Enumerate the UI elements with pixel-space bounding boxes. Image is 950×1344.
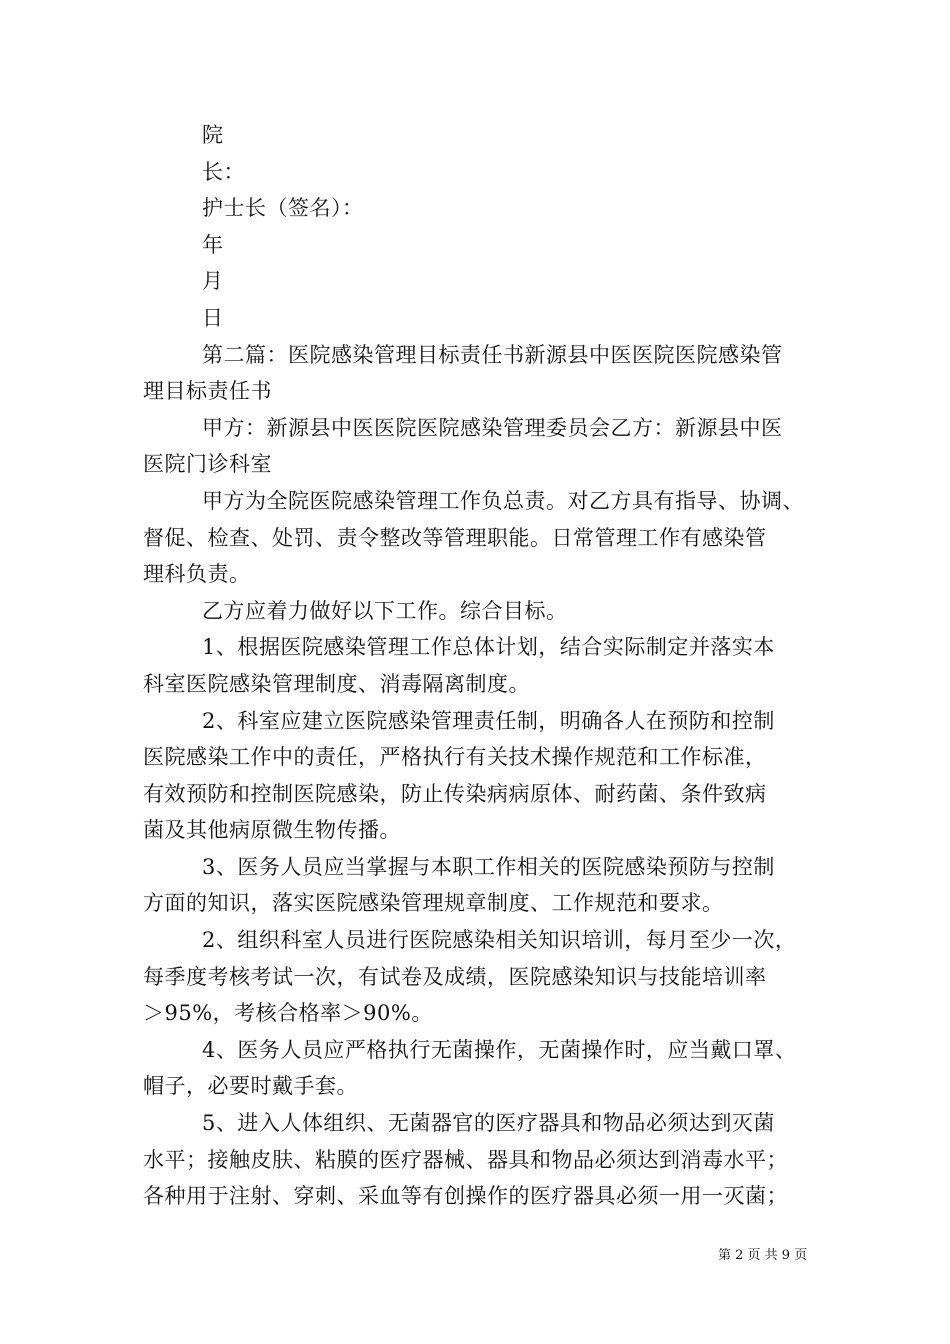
item-1-paragraph (143, 629, 811, 702)
paragraph-line: 理科负责。 (143, 562, 251, 587)
item-3-paragraph (143, 849, 811, 922)
paragraph-line: 5、进入人体组织、无菌器官的医疗器具和物品必须达到灭菌 (202, 1111, 775, 1136)
signature-line: 护士长（签名）： (202, 196, 364, 221)
paragraph-line: 方面的知识，落实医院感染管理规章制度、工作规范和要求。 (143, 891, 724, 916)
paragraph-line: ＞95%，考核合格率＞90%。 (143, 1001, 433, 1026)
paragraph-line: 督促、检查、处罚、责令整改等管理职能。日常管理工作有感染管 (143, 525, 767, 550)
parties-line: 甲方：新源县中医医院医院感染管理委员会乙方：新源县中医 (202, 415, 783, 440)
paragraph-line: 2、科室应建立医院感染管理责任制，明确各人在预防和控制 (202, 708, 775, 733)
paragraph-line: 科室医院感染管理制度、消毒隔离制度。 (143, 671, 530, 696)
item-2a-paragraph (143, 703, 811, 849)
paragraph-line: 1、根据医院感染管理工作总体计划，结合实际制定并落实本 (202, 635, 775, 660)
signature-line: 年 (202, 232, 224, 257)
paragraph-line: 每季度考核考试一次，有试卷及成绩，医院感染知识与技能培训率 (143, 964, 767, 989)
paragraph-line: 2、组织科室人员进行医院感染相关知识培训，每月至少一次， (202, 928, 797, 953)
parties-paragraph (143, 410, 811, 483)
document-body (143, 117, 811, 1215)
paragraph-line: 乙方应着力做好以下工作。综合目标。 (202, 598, 568, 623)
paragraph-line: 帽子，必要时戴手套。 (143, 1074, 358, 1099)
section-title-line: 第二篇：医院感染管理目标责任书新源县中医医院医院感染管 (202, 342, 783, 367)
paragraph-line: 3、医务人员应当掌握与本职工作相关的医院感染预防与控制 (202, 854, 775, 879)
paragraph-line: 菌及其他病原微生物传播。 (143, 818, 401, 843)
paragraph-line: 有效预防和控制医院感染，防止传染病病原体、耐药菌、条件致病 (143, 781, 767, 806)
paragraph-line: 4、医务人员应严格执行无菌操作，无菌操作时，应当戴口罩、 (202, 1037, 797, 1062)
duty-paragraph (143, 483, 811, 593)
item-4-paragraph (143, 1032, 811, 1105)
paragraph-line: 医院感染工作中的责任，严格执行有关技术操作规范和工作标准， (143, 745, 767, 770)
signature-line: 日 (202, 305, 224, 330)
parties-line: 医院门诊科室 (143, 452, 272, 477)
section-title (143, 337, 811, 410)
paragraph-line: 甲方为全院医院感染管理工作负总责。对乙方具有指导、协调、 (202, 488, 804, 513)
section-title-line: 理目标责任书 (143, 379, 272, 404)
item-2b-paragraph (143, 922, 811, 1032)
paragraph-line: 水平；接触皮肤、粘膜的医疗器械、器具和物品必须达到消毒水平； (143, 1147, 788, 1172)
signature-line: 院 (202, 123, 224, 147)
paragraph-line: 各种用于注射、穿刺、采血等有创操作的医疗器具必须一用一灭菌； (143, 1184, 788, 1209)
signature-line: 月 (202, 269, 224, 294)
goal-intro-paragraph (143, 593, 811, 630)
signature-line: 长： (202, 159, 245, 184)
page-number-footer: 第 2 页 共 9 页 (718, 1248, 808, 1263)
signature-block (143, 117, 811, 337)
item-5-paragraph (143, 1105, 811, 1215)
